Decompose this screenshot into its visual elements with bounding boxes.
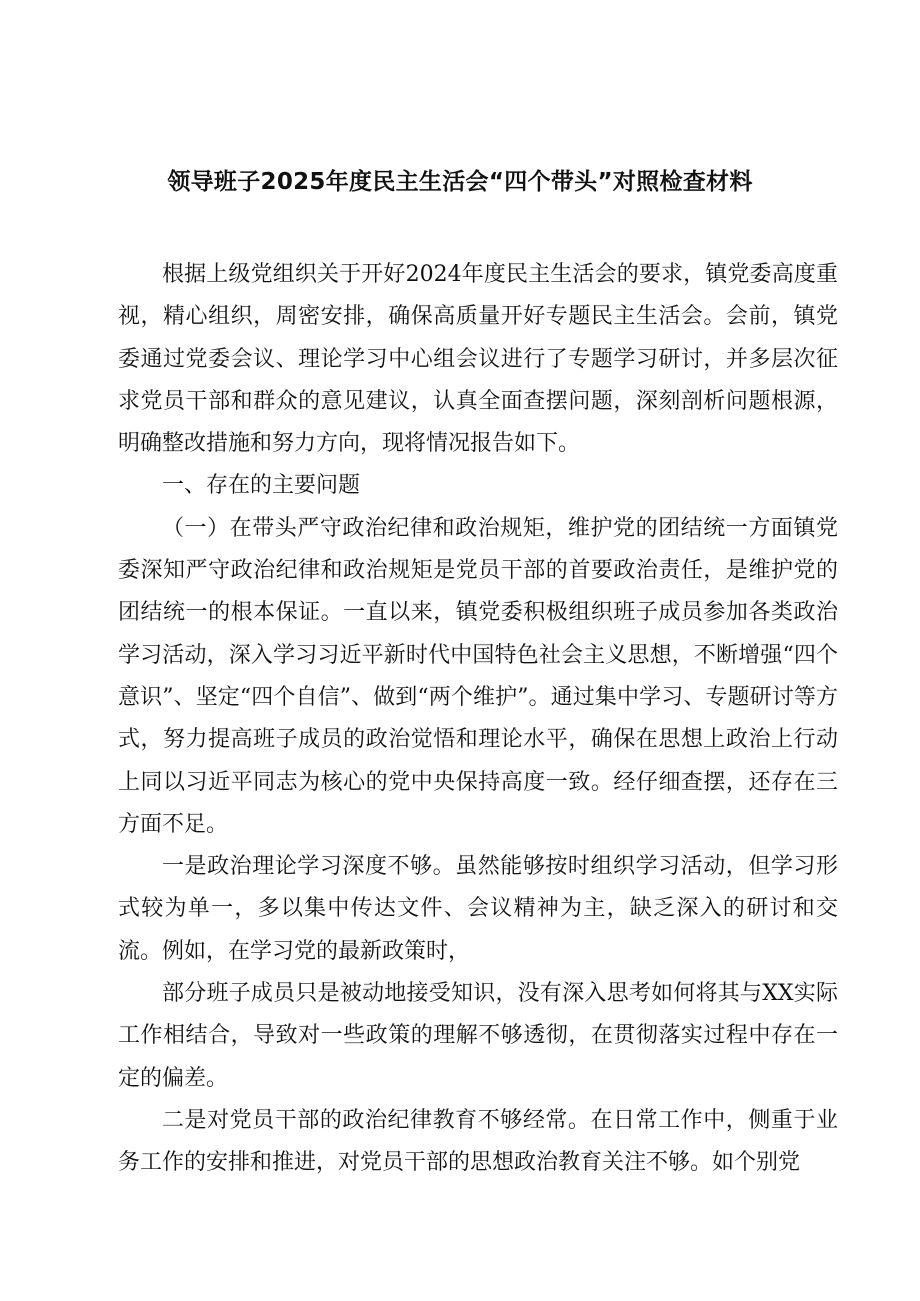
document-title: 领导班子2025年度民主生活会“四个带头”对照检查材料 [167, 169, 753, 195]
section-heading: 一、存在的主要问题 [162, 473, 361, 499]
subsection-paragraph: （一）在带头严守政治纪律和政治规矩，维护党的团结统一方面镇党委深知严守政治纪律和政治规矩是党员干部的首要政治责任，是维护党的团结统一的根本保证。一直以来，镇党委积极组织班子成员参加各类政治学习活动，深入学习习近平新时代中国特色社会主义思想，不断增强“四个意识”、坚定“四个自信”、做到“两个维护”。通过集中学习、专题研讨等方式，努力提高班子成员的政治觉悟和理论水平，确保在思想上政治上行动上同以习近平同志为核心的党中央保持高度一致。经仔细查摆，还存在三方面不足。 [118, 515, 838, 837]
point-one-paragraph: 一是政治理论学习深度不够。虽然能够按时组织学习活动，但学习形式较为单一，多以集中传达文件、会议精神为主，缺乏深入的研讨和交流。例如，在学习党的最新政策时， [118, 854, 838, 964]
point-one-continued-paragraph: 部分班子成员只是被动地接受知识，没有深入思考如何将其与XX实际工作相结合，导致对一些政策的理解不够透彻，在贯彻落实过程中存在一定的偏差。 [118, 981, 838, 1091]
intro-paragraph: 根据上级党组织关于开好2024年度民主生活会的要求，镇党委高度重视，精心组织，周密安排，确保高质量开好专题民主生活会。会前，镇党委通过党委会议、理论学习中心组会议进行了专题学习研讨，并多层次征求党员干部和群众的意见建议，认真全面查摆问题，深刻剖析问题根源，明确整改措施和努力方向，现将情况报告如下。 [118, 262, 838, 457]
point-two-paragraph: 二是对党员干部的政治纪律教育不够经常。在日常工作中，侧重于业务工作的安排和推进，对党员干部的思想政治教育关注不够。如个别党 [118, 1107, 838, 1176]
document-body [118, 254, 838, 1185]
